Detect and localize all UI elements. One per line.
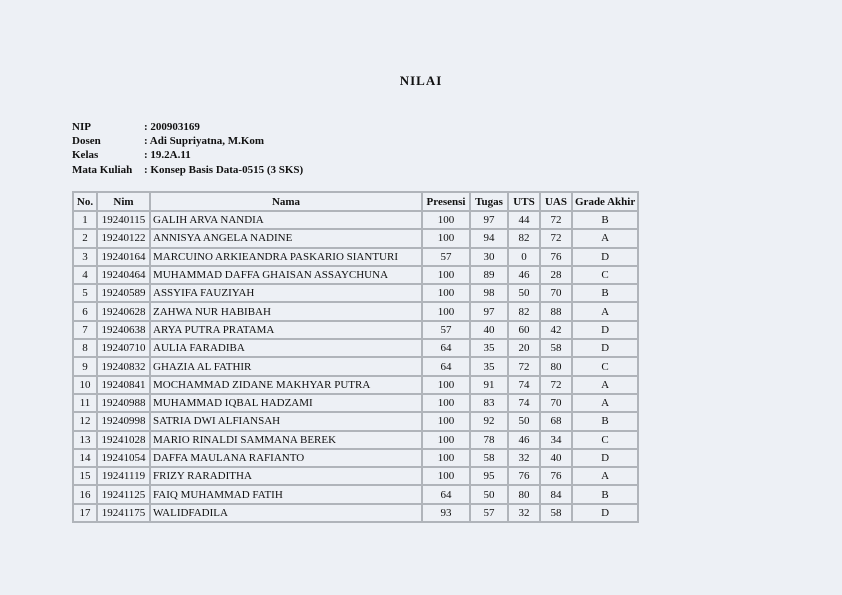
cell-grade-akhir: A [572,302,638,320]
header-grade-akhir: Grade Akhir [572,192,638,211]
cell-no: 6 [73,302,97,320]
cell-presensi: 100 [422,467,470,485]
dosen-label: Dosen [72,135,101,148]
cell-tugas: 97 [470,211,508,229]
header-uas: UAS [540,192,572,211]
cell-no: 4 [73,266,97,284]
cell-tugas: 89 [470,266,508,284]
cell-uts: 74 [508,376,540,394]
cell-nim: 19240832 [97,357,150,375]
cell-no: 16 [73,485,97,503]
cell-tugas: 58 [470,449,508,467]
cell-presensi: 64 [422,339,470,357]
cell-presensi: 64 [422,357,470,375]
cell-uas: 76 [540,467,572,485]
cell-uts: 44 [508,211,540,229]
cell-tugas: 35 [470,339,508,357]
cell-no: 3 [73,248,97,266]
table-row [73,449,638,467]
cell-presensi: 64 [422,485,470,503]
table-row [73,504,638,522]
cell-presensi: 100 [422,266,470,284]
cell-nim: 19241054 [97,449,150,467]
cell-presensi: 100 [422,229,470,247]
cell-grade-akhir: C [572,266,638,284]
table-row [73,467,638,485]
cell-uas: 34 [540,431,572,449]
cell-no: 11 [73,394,97,412]
mata-kuliah-row [72,163,303,177]
cell-nama: DAFFA MAULANA RAFIANTO [150,449,422,467]
cell-uas: 68 [540,412,572,430]
cell-nama: ASSYIFA FAUZIYAH [150,284,422,302]
cell-tugas: 30 [470,248,508,266]
cell-no: 9 [73,357,97,375]
dosen-row [72,134,303,148]
cell-nim: 19240589 [97,284,150,302]
cell-tugas: 78 [470,431,508,449]
cell-presensi: 100 [422,376,470,394]
table-row [73,211,638,229]
cell-nama: ZAHWA NUR HABIBAH [150,302,422,320]
cell-tugas: 50 [470,485,508,503]
cell-nim: 19241119 [97,467,150,485]
cell-nama: MARCUINO ARKIEANDRA PASKARIO SIANTURI [150,248,422,266]
cell-presensi: 57 [422,248,470,266]
cell-presensi: 100 [422,211,470,229]
cell-no: 14 [73,449,97,467]
cell-uts: 80 [508,485,540,503]
cell-no: 15 [73,467,97,485]
cell-nama: GALIH ARVA NANDIA [150,211,422,229]
cell-uts: 46 [508,266,540,284]
table-header-row [73,192,638,211]
kelas-row [72,148,303,162]
cell-nim: 19241125 [97,485,150,503]
cell-uas: 40 [540,449,572,467]
nip-row [72,120,303,134]
cell-tugas: 91 [470,376,508,394]
cell-tugas: 95 [470,467,508,485]
table-row [73,266,638,284]
cell-nim: 19240122 [97,229,150,247]
table-row [73,229,638,247]
cell-uts: 60 [508,321,540,339]
course-info [72,120,303,177]
cell-uas: 76 [540,248,572,266]
table-row [73,412,638,430]
cell-tugas: 57 [470,504,508,522]
cell-grade-akhir: D [572,321,638,339]
cell-presensi: 100 [422,431,470,449]
cell-nim: 19241175 [97,504,150,522]
cell-nim: 19240638 [97,321,150,339]
cell-nama: MARIO RINALDI SAMMANA BEREK [150,431,422,449]
cell-grade-akhir: B [572,211,638,229]
cell-nim: 19240710 [97,339,150,357]
cell-nama: ARYA PUTRA PRATAMA [150,321,422,339]
cell-presensi: 100 [422,302,470,320]
cell-nama: GHAZIA AL FATHIR [150,357,422,375]
cell-uts: 74 [508,394,540,412]
cell-uts: 32 [508,504,540,522]
cell-grade-akhir: D [572,504,638,522]
cell-grade-akhir: B [572,485,638,503]
cell-tugas: 40 [470,321,508,339]
cell-no: 13 [73,431,97,449]
kelas-label: Kelas [72,149,99,162]
table-row [73,431,638,449]
cell-uas: 70 [540,284,572,302]
nip-value: : 200903169 [144,121,200,133]
cell-nama: FRIZY RARADITHA [150,467,422,485]
cell-grade-akhir: A [572,376,638,394]
cell-uts: 0 [508,248,540,266]
dosen-value: : Adi Supriyatna, M.Kom [144,135,265,148]
cell-uts: 72 [508,357,540,375]
cell-grade-akhir: A [572,394,638,412]
cell-grade-akhir: D [572,449,638,467]
page-title: NILAI [399,73,443,88]
cell-no: 1 [73,211,97,229]
cell-nim: 19240464 [97,266,150,284]
table-row [73,376,638,394]
cell-nim: 19240164 [97,248,150,266]
table-row [73,357,638,375]
cell-no: 10 [73,376,97,394]
cell-nim: 19240988 [97,394,150,412]
header-nim: Nim [97,192,150,211]
cell-uas: 84 [540,485,572,503]
cell-presensi: 93 [422,504,470,522]
header-no: No. [73,192,97,211]
cell-presensi: 100 [422,412,470,430]
mata-kuliah-label: Mata Kuliah [72,163,133,176]
cell-grade-akhir: C [572,431,638,449]
cell-uas: 72 [540,211,572,229]
cell-nama: MUHAMMAD IQBAL HADZAMI [150,394,422,412]
cell-uas: 58 [540,339,572,357]
cell-tugas: 35 [470,357,508,375]
cell-tugas: 98 [470,284,508,302]
cell-uas: 28 [540,266,572,284]
header-tugas: Tugas [470,192,508,211]
table-row [73,248,638,266]
cell-grade-akhir: C [572,357,638,375]
cell-presensi: 100 [422,449,470,467]
cell-presensi: 57 [422,321,470,339]
cell-nim: 19241028 [97,431,150,449]
cell-uas: 58 [540,504,572,522]
table-row [73,302,638,320]
table-row [73,394,638,412]
cell-tugas: 97 [470,302,508,320]
cell-uts: 82 [508,302,540,320]
header-uts: UTS [508,192,540,211]
cell-grade-akhir: D [572,248,638,266]
cell-grade-akhir: B [572,412,638,430]
cell-presensi: 100 [422,394,470,412]
cell-no: 2 [73,229,97,247]
mata-kuliah-value: : Konsep Basis Data-0515 (3 SKS) [144,163,304,176]
cell-uts: 50 [508,284,540,302]
cell-no: 17 [73,504,97,522]
cell-no: 12 [73,412,97,430]
cell-no: 8 [73,339,97,357]
cell-nama: ANNISYA ANGELA NADINE [150,229,422,247]
table-row [73,485,638,503]
cell-no: 7 [73,321,97,339]
cell-presensi: 100 [422,284,470,302]
nip-label: NIP [72,121,91,133]
cell-nama: AULIA FARADIBA [150,339,422,357]
cell-uts: 46 [508,431,540,449]
cell-uas: 42 [540,321,572,339]
header-presensi: Presensi [422,192,470,211]
cell-tugas: 94 [470,229,508,247]
cell-nama: FAIQ MUHAMMAD FATIH [150,485,422,503]
cell-uts: 76 [508,467,540,485]
grades-table [72,191,639,523]
cell-no: 5 [73,284,97,302]
cell-nama: MUHAMMAD DAFFA GHAISAN ASSAYCHUNA [150,266,422,284]
cell-uts: 32 [508,449,540,467]
cell-nim: 19240998 [97,412,150,430]
kelas-value: : 19.2A.11 [144,149,191,162]
cell-grade-akhir: B [572,284,638,302]
cell-uas: 80 [540,357,572,375]
cell-grade-akhir: A [572,467,638,485]
header-nama: Nama [150,192,422,211]
cell-nama: WALIDFADILA [150,504,422,522]
cell-grade-akhir: A [572,229,638,247]
cell-nama: SATRIA DWI ALFIANSAH [150,412,422,430]
cell-tugas: 92 [470,412,508,430]
cell-nim: 19240115 [97,211,150,229]
cell-uas: 72 [540,229,572,247]
cell-uts: 50 [508,412,540,430]
cell-nim: 19240841 [97,376,150,394]
table-row [73,284,638,302]
cell-nim: 19240628 [97,302,150,320]
table-row [73,339,638,357]
cell-uas: 70 [540,394,572,412]
cell-grade-akhir: D [572,339,638,357]
cell-uts: 20 [508,339,540,357]
cell-tugas: 83 [470,394,508,412]
table-row [73,321,638,339]
cell-uas: 88 [540,302,572,320]
cell-uts: 82 [508,229,540,247]
cell-nama: MOCHAMMAD ZIDANE MAKHYAR PUTRA [150,376,422,394]
cell-uas: 72 [540,376,572,394]
